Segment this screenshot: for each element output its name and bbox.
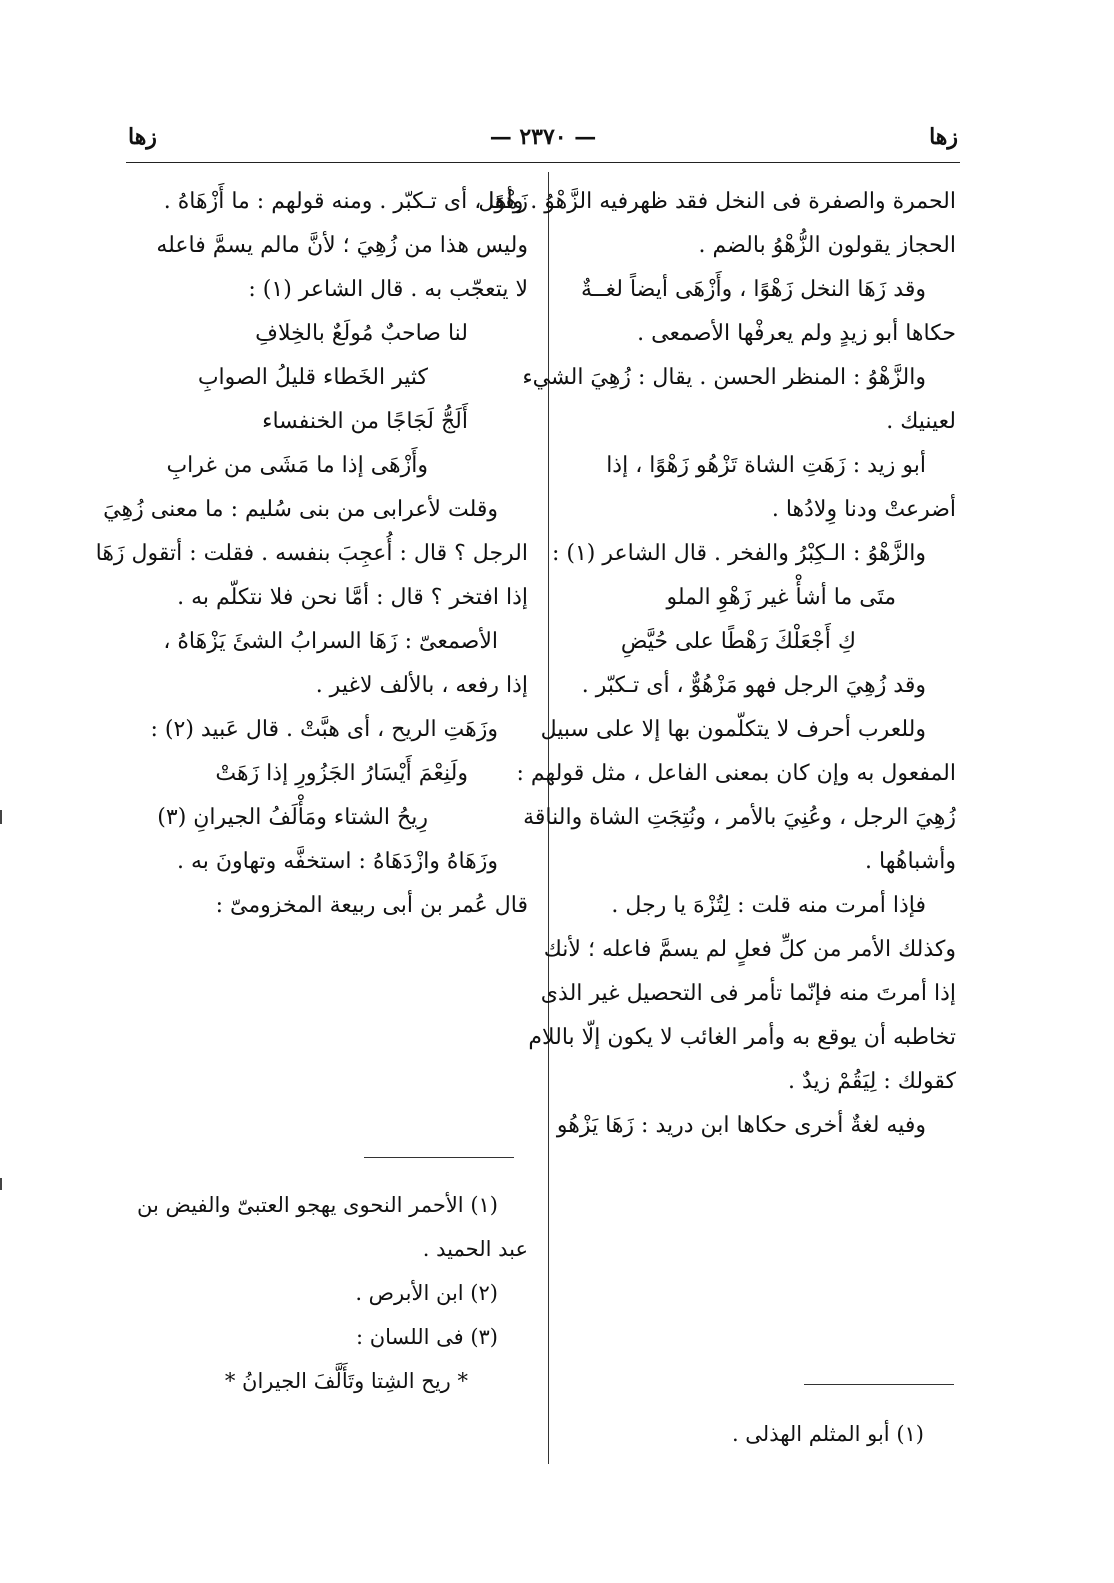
- scan-edge-mark: [0, 1178, 2, 1190]
- header-entry-word-right: زها: [929, 124, 958, 150]
- text-line: وقد زَهَا النخل زَهْوًا ، وأَزْهَى أيضاً لغــةٌ: [580, 277, 926, 302]
- text-line: الرجل ؟ قال : أُعجِبَ بنفسه . فقلت : أتقول زَهَا: [95, 541, 528, 566]
- header-rule: [126, 162, 960, 163]
- text-line: رِيحُ الشتاء ومَأْلَفُ الجيرانِ (٣): [157, 805, 428, 830]
- footnote-line: (٢) ابن الأبرص .: [355, 1281, 498, 1305]
- text-line: وليس هذا من زُهِيَ ؛ لأنَّ مالم يسمَّ فاعله: [156, 233, 528, 258]
- text-line: أبو زيد : زَهَتِ الشاة تَزْهُو زَهْوًا ، إذا: [606, 453, 926, 478]
- text-line: زُهِيَ الرجل ، وعُنِيَ بالأمر ، ونُتِجَتِ الشاة والناقة: [523, 805, 956, 830]
- text-line: إذا افتخر ؟ قال : أمَّا نحن فلا نتكلّم به .: [177, 585, 528, 610]
- text-line: وأَزْهَى إذا ما مَشَى من غرابِ: [166, 453, 428, 478]
- footnote-rule-left: [364, 1157, 514, 1158]
- text-line: وقلت لأعرابى من بنى سُليم : ما معنى زُهِيَ: [103, 497, 498, 522]
- text-line: تخاطبه أن يوقع به وأمر الغائب لا يكون إلّا باللام: [528, 1025, 956, 1050]
- header-entry-word-left: زها: [128, 124, 157, 150]
- text-line: كثير الخَطاء قليلُ الصوابِ: [197, 365, 428, 390]
- text-line: الحجاز يقولون الزُّهْوُ بالضم .: [698, 233, 956, 258]
- text-line: المفعول به وإن كان بمعنى الفاعل ، مثل قولهم :: [516, 761, 956, 786]
- text-line: والزَّهْوُ : الـكِبْرُ والفخر . قال الشاعر (١) :: [551, 541, 926, 566]
- text-line: ولَنِعْمَ أَيْسَارُ الجَزُورِ إذا زَهَتْ: [215, 761, 468, 786]
- text-line: وقد زُهِيَ الرجل فهو مَزْهُوٌّ ، أى تـكبّر .: [581, 673, 926, 698]
- footnote-line: (١) الأحمر النحوى يهجو العتبىّ والفيض بن: [136, 1193, 498, 1217]
- text-line: أَلَجُّ لَجَاجًا من الخنفساء: [262, 409, 468, 434]
- text-line: وكذلك الأمر من كلِّ فعلٍ لم يسمَّ فاعله ؛ لأنك: [543, 937, 956, 962]
- text-line: وفيه لغةٌ أخرى حكاها ابن دريد : زَهَا يَزْهُو: [556, 1113, 926, 1138]
- footnote-line: عبد الحميد .: [422, 1237, 528, 1261]
- text-line: أضرعتْ ودنا وِلادُها .: [771, 497, 956, 522]
- footnote-line: (٣) فى اللسان :: [355, 1325, 498, 1349]
- text-line: كقولك : لِيَقُمْ زيدٌ .: [788, 1069, 956, 1094]
- footnote-line: * ريح الشِتا وتَأَلَّفَ الجيرانُ *: [224, 1369, 468, 1393]
- text-line: إذا أمرتَ منه فإنّما تأمر فى التحصيل غير الذى: [540, 981, 956, 1006]
- text-line: إذا رفعه ، بالألف لاغير .: [315, 673, 528, 698]
- text-line: وزَهَتِ الريح ، أى هبَّتْ . قال عَبيد (٢) :: [150, 717, 498, 742]
- text-line: لنا صاحبٌ مُولَعٌ بالخِلافِ: [255, 321, 468, 346]
- text-line: وأشباهُها .: [865, 849, 956, 874]
- page-number: — ٢٣٧٠ —: [489, 124, 597, 150]
- right-footnotes: [574, 1412, 954, 1456]
- right-column: [478, 180, 956, 1148]
- text-line: والزَّهْوُ : المنظر الحسن . يقال : زُهِيَ الشيء: [522, 365, 926, 390]
- left-footnotes: [130, 1183, 528, 1403]
- page-header: [128, 124, 958, 160]
- text-line: لا يتعجّب به . قال الشاعر (١) :: [248, 277, 528, 302]
- text-line: الأصمعىّ : زَهَا السرابُ الشئَ يَزْهَاهُ ،: [163, 629, 498, 654]
- text-line: كِ أَجْعَلْكَ رَهْطًا على حُيَّضِ: [620, 629, 856, 654]
- footnote-line: (١) أبو المثلم الهذلى .: [731, 1422, 924, 1446]
- text-line: زَهْوًا ، أى تـكبّر . ومنه قولهم : ما أَزْهَاهُ .: [163, 189, 528, 214]
- text-line: وللعرب أحرف لا يتكلّمون بها إلا على سبيل: [540, 717, 926, 742]
- footnote-rule-right: [804, 1384, 954, 1385]
- text-line: لعينيك .: [886, 409, 956, 434]
- scan-edge-mark: [0, 810, 2, 824]
- text-line: فإذا أمرت منه قلت : لِتُزْهَ يا رجل .: [611, 893, 926, 918]
- text-line: الحمرة والصفرة فى النخل فقد ظهرفيه الزَّهْوُ . وأهل: [478, 189, 956, 214]
- text-line: متَى ما أشأْ غير زَهْوِ الملو: [666, 585, 896, 610]
- text-line: وزَهَاهُ وازْدَهَاهُ : استخفَّه وتهاونَ به .: [176, 849, 498, 874]
- text-line: قال عُمر بن أبى ربيعة المخزومىّ :: [215, 893, 528, 918]
- text-line: حكاها أبو زيدٍ ولم يعرفْها الأصمعى .: [637, 321, 956, 346]
- left-column: [95, 180, 528, 928]
